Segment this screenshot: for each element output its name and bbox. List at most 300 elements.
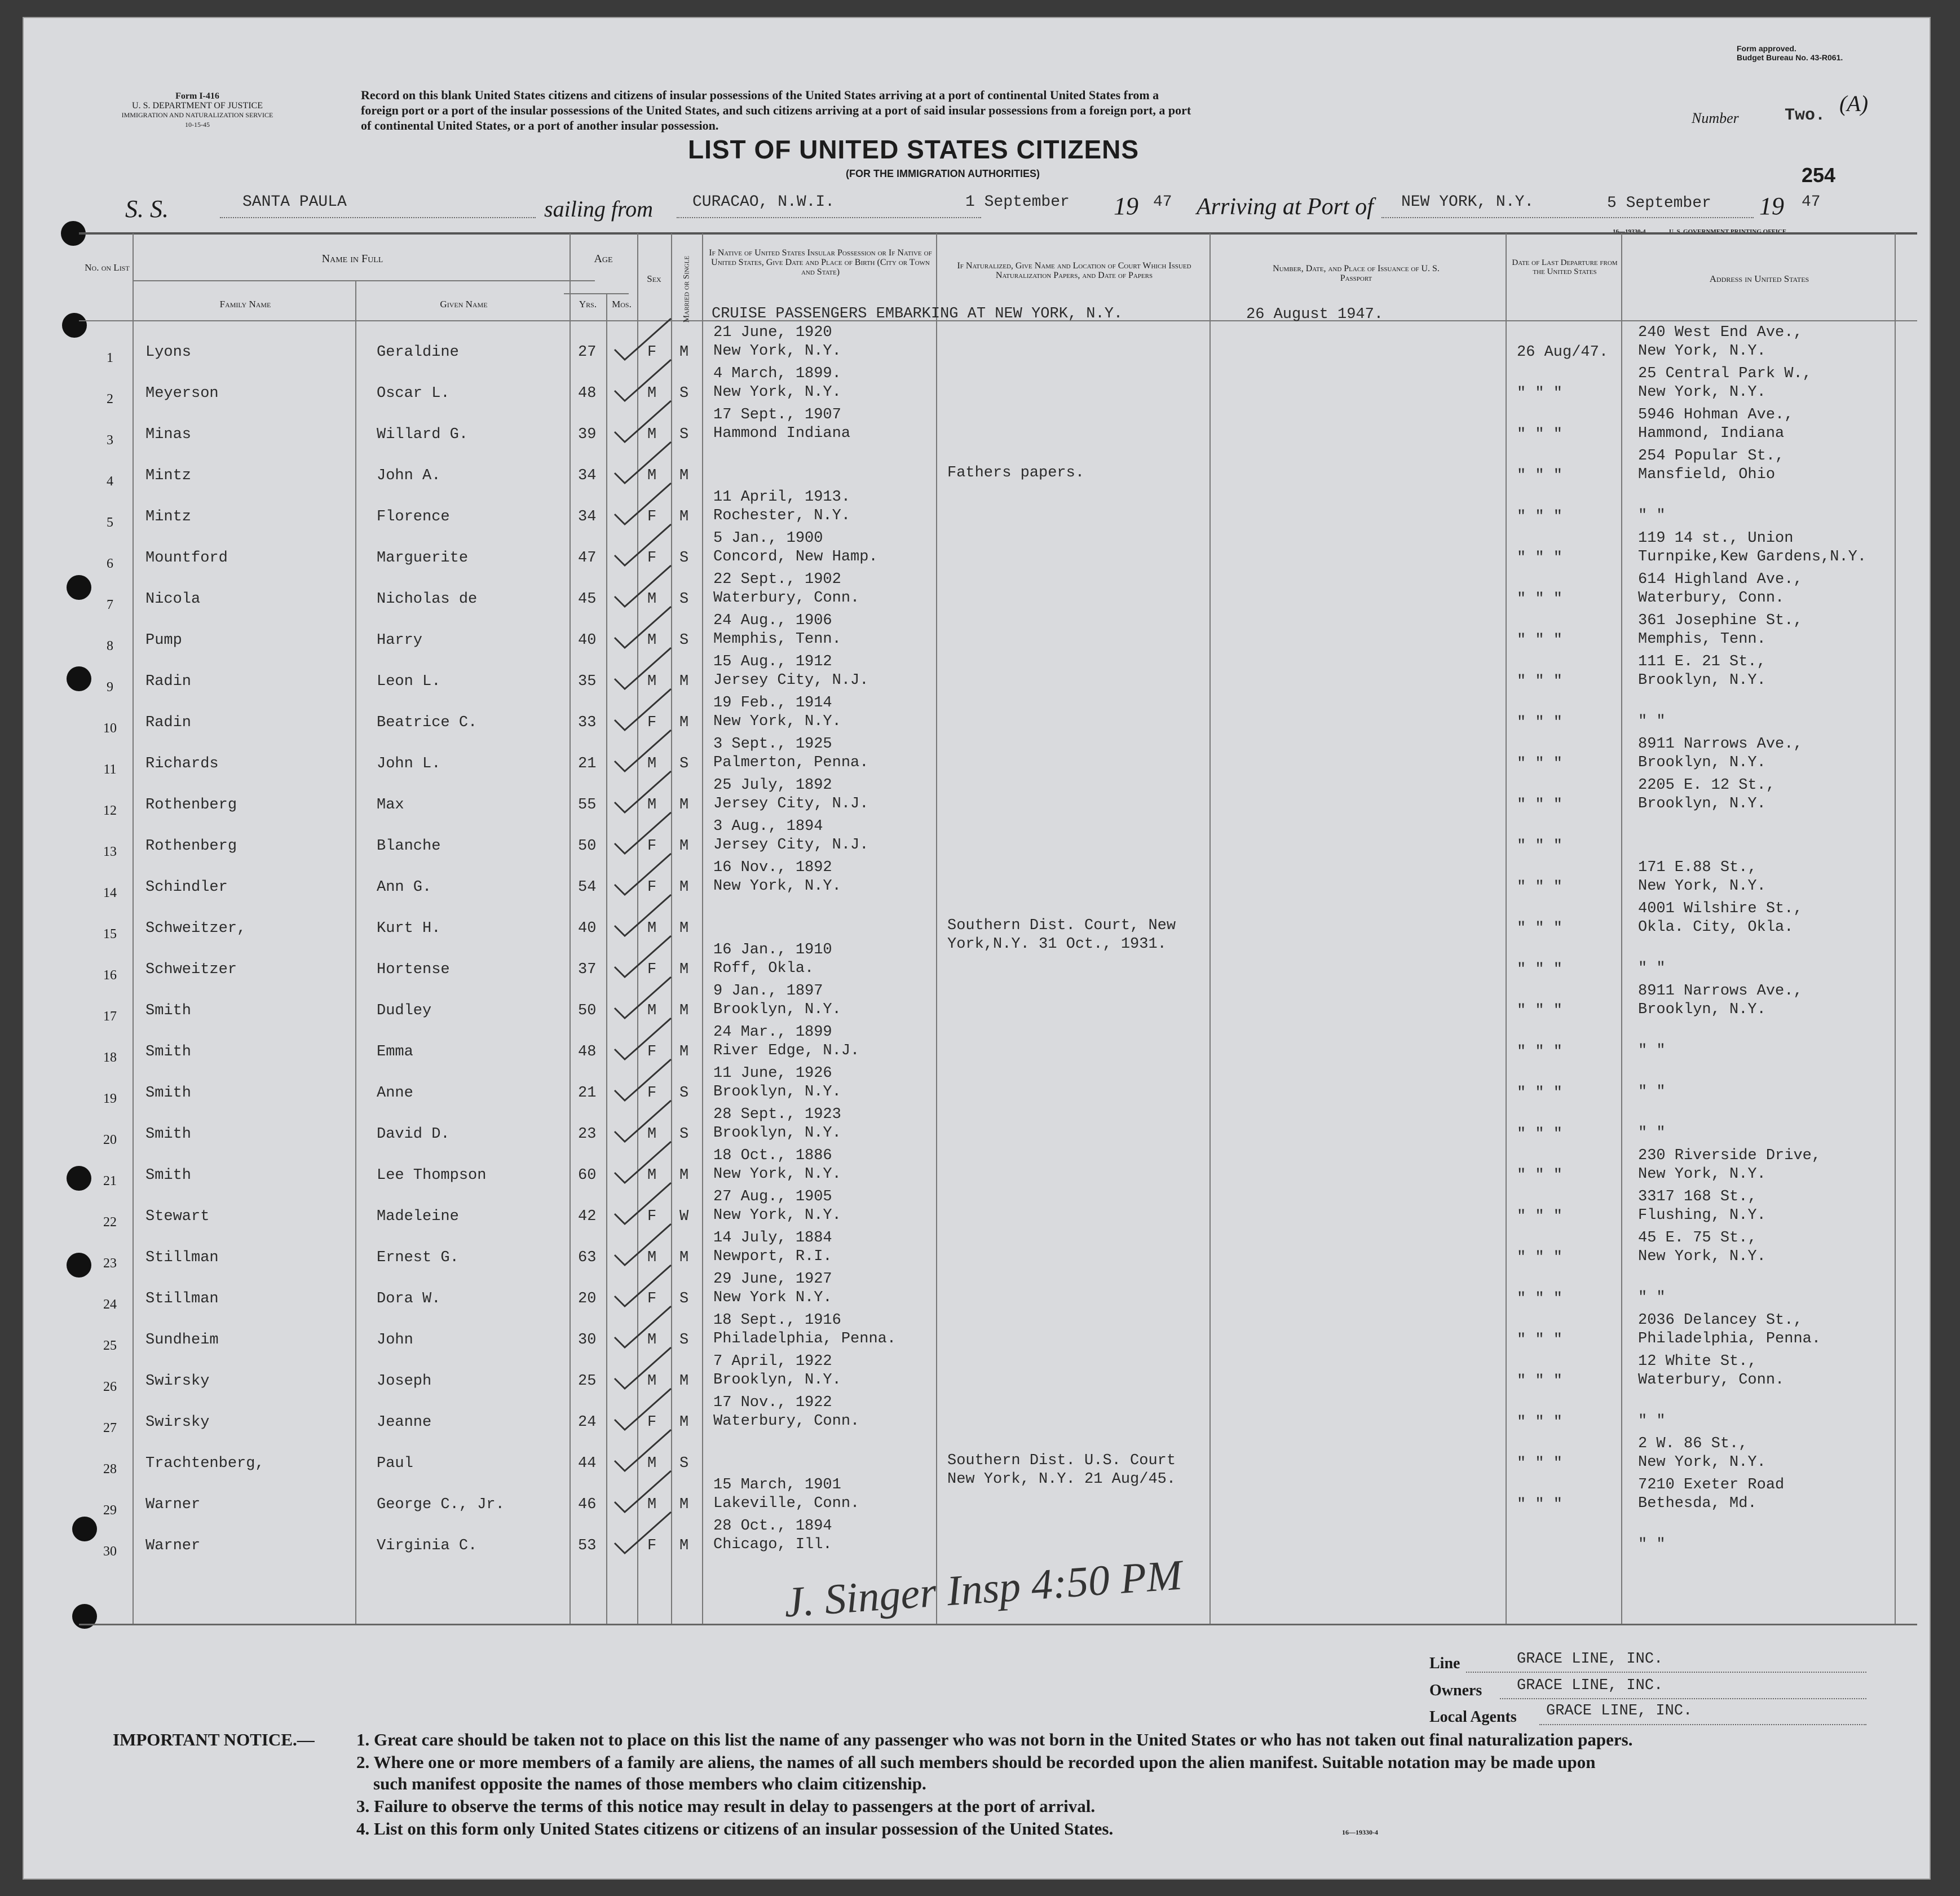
row-number: 30 (103, 1544, 117, 1559)
last-departure: " " " (1517, 1332, 1563, 1349)
birth-place: New York, N.Y. (713, 343, 841, 360)
check-mark (615, 1224, 671, 1265)
family-name: Smith (145, 1167, 192, 1184)
address-line: Brooklyn, N.Y. (1638, 1001, 1766, 1018)
last-departure: " " " (1517, 920, 1563, 937)
address-line: 45 E. 75 St., (1638, 1230, 1757, 1247)
last-departure: " " " (1517, 426, 1563, 443)
given-name: Marguerite (377, 550, 469, 567)
row-number: 10 (103, 721, 117, 736)
given-name: George C., Jr. (377, 1496, 505, 1513)
address-line: 2205 E. 12 St., (1638, 777, 1776, 794)
approval-line-1: Form approved. (1737, 44, 1796, 53)
last-departure: " " " (1517, 550, 1563, 567)
check-mark (615, 1059, 671, 1101)
sex: F (647, 1290, 657, 1307)
birth-date: 16 Nov., 1892 (713, 859, 832, 876)
page-number: 254 (1802, 163, 1836, 187)
check-mark (615, 607, 671, 648)
row-number: 27 (103, 1421, 117, 1435)
ship-name: SANTA PAULA (242, 193, 347, 211)
birth-date: 18 Sept., 1916 (713, 1312, 841, 1329)
check-mark (615, 524, 671, 565)
last-departure: " " " (1517, 879, 1563, 896)
marital-status: S (679, 1290, 689, 1307)
marital-status: S (679, 591, 689, 608)
family-name: Swirsky (145, 1414, 210, 1431)
address-line: Brooklyn, N.Y. (1638, 672, 1766, 689)
sex: M (647, 1249, 657, 1266)
col-no: No. on List (85, 262, 130, 273)
marital-status: M (679, 673, 689, 690)
marital-status: M (679, 1249, 689, 1266)
marital-status: M (679, 961, 689, 978)
last-departure: " " " (1517, 1249, 1563, 1266)
age-years: 40 (578, 632, 597, 649)
given-name: Paul (377, 1455, 413, 1472)
arrival-port: NEW YORK, N.Y. (1401, 193, 1534, 211)
marital-status: M (679, 1002, 689, 1019)
age-years: 54 (578, 879, 597, 896)
age-years: 40 (578, 920, 597, 937)
address-line: Turnpike,Kew Gardens,N.Y. (1638, 549, 1867, 565)
row-number: 2 (107, 392, 113, 406)
birth-date: 22 Sept., 1902 (713, 571, 841, 588)
family-name: Swirsky (145, 1373, 210, 1390)
sex: M (647, 673, 657, 690)
birth-date: 11 April, 1913. (713, 489, 851, 506)
last-departure: " " " (1517, 838, 1563, 855)
age-years: 42 (578, 1208, 597, 1225)
marital-status: S (679, 755, 689, 772)
approval-line-2: Budget Bureau No. 43-R061. (1737, 53, 1843, 62)
agents-label: Local Agents (1429, 1708, 1517, 1726)
address-line: 12 White St., (1638, 1353, 1757, 1370)
given-name: John A. (377, 467, 441, 484)
row-number: 4 (107, 474, 113, 489)
check-mark (615, 854, 671, 895)
sex: F (647, 838, 657, 855)
family-name: Stillman (145, 1290, 219, 1307)
department: U. S. DEPARTMENT OF JUSTICE (132, 101, 263, 111)
given-name: John (377, 1332, 413, 1349)
birth-place: Brooklyn, N.Y. (713, 1372, 841, 1389)
address-line: New York, N.Y. (1638, 343, 1766, 360)
agents-value: GRACE LINE, INC. (1546, 1703, 1693, 1720)
birth-place: New York, N.Y. (713, 1166, 841, 1183)
marital-status: M (679, 838, 689, 855)
marital-status: S (679, 632, 689, 649)
family-name: Radin (145, 714, 192, 731)
row-number: 25 (103, 1338, 117, 1353)
check-mark (615, 1471, 671, 1512)
marital-status: S (679, 1126, 689, 1143)
marital-status: S (679, 385, 689, 402)
sex: M (647, 1455, 657, 1472)
check-mark (615, 1183, 671, 1224)
sex: F (647, 1537, 657, 1554)
row-number: 29 (103, 1503, 117, 1518)
birth-place: Jersey City, N.J. (713, 672, 869, 689)
sex: F (647, 879, 657, 896)
arrival-date: 5 September (1607, 195, 1711, 212)
sex: F (647, 1208, 657, 1225)
address-line: 119 14 st., Union (1638, 530, 1794, 547)
check-mark (615, 1018, 671, 1059)
check-mark (615, 483, 671, 524)
row-number: 21 (103, 1174, 117, 1188)
address-line: 111 E. 21 St., (1638, 653, 1766, 670)
birth-place: Brooklyn, N.Y. (713, 1084, 841, 1101)
family-name: Richards (145, 755, 219, 772)
age-years: 35 (578, 673, 597, 690)
given-name: Oscar L. (377, 385, 450, 402)
family-name: Schweitzer (145, 961, 237, 978)
naturalization-line: Southern Dist. U.S. Court (947, 1452, 1176, 1469)
sex: F (647, 961, 657, 978)
birth-date: 28 Sept., 1923 (713, 1106, 841, 1123)
address-line: Waterbury, Conn. (1638, 590, 1785, 607)
marital-status: M (679, 1537, 689, 1554)
given-name: Kurt H. (377, 920, 441, 937)
check-mark (615, 1306, 671, 1347)
marital-status: M (679, 879, 689, 896)
marital-status: M (679, 344, 689, 361)
birth-place: Jersey City, N.J. (713, 795, 869, 812)
row-number: 15 (103, 927, 117, 942)
marital-status: S (679, 426, 689, 443)
birth-date: 19 Feb., 1914 (713, 695, 832, 711)
birth-place: New York, N.Y. (713, 713, 841, 730)
col-sex: Sex (647, 273, 661, 284)
given-name: Emma (377, 1044, 413, 1060)
age-years: 33 (578, 714, 597, 731)
family-name: Radin (145, 673, 192, 690)
address-line: " " (1638, 1084, 1666, 1101)
given-name: Joseph (377, 1373, 432, 1390)
last-departure: " " " (1517, 797, 1563, 814)
notice-heading: IMPORTANT NOTICE.— (113, 1730, 315, 1749)
given-name: John L. (377, 755, 441, 772)
birth-date: 3 Aug., 1894 (713, 818, 823, 835)
check-mark (615, 360, 671, 401)
cruise-date: 26 August 1947. (1246, 306, 1384, 323)
given-name: Madeleine (377, 1208, 459, 1225)
col-birth: If Native of United States Insular Possession or If Native of United States, Give Date and Place of Birth (City or Town and State) (709, 248, 932, 277)
form-number: Form I-416 (175, 91, 219, 101)
address-line: " " (1638, 713, 1666, 730)
notice-item: 1. Great care should be taken not to place on this list the name of any passenger who was not born in the United States or who has not taken out final naturalization papers. (356, 1730, 1633, 1749)
sex: F (647, 550, 657, 567)
birth-place: Waterbury, Conn. (713, 590, 860, 607)
marital-status: M (679, 1373, 689, 1390)
sex: M (647, 467, 657, 484)
col-yrs: Yrs. (579, 299, 597, 310)
birth-date: 11 June, 1926 (713, 1065, 832, 1082)
family-name: Mintz (145, 509, 192, 525)
check-mark (615, 1101, 671, 1142)
birth-place: New York N.Y. (713, 1289, 832, 1306)
row-number: 3 (107, 433, 113, 448)
check-mark (615, 319, 671, 360)
owners-label: Owners (1429, 1682, 1482, 1699)
address-line: Okla. City, Okla. (1638, 919, 1794, 936)
given-name: Florence (377, 509, 450, 525)
line-label: Line (1429, 1655, 1460, 1672)
notice-item: 2. Where one or more members of a family are aliens, the names of all such members should be recorded upon the alien manifest. Suitable notation may be made upon (356, 1752, 1596, 1772)
age-years: 25 (578, 1373, 597, 1390)
last-departure: " " " (1517, 1496, 1563, 1513)
check-mark (615, 977, 671, 1018)
birth-place: Memphis, Tenn. (713, 631, 841, 648)
family-name: Pump (145, 632, 182, 649)
age-years: 20 (578, 1290, 597, 1307)
sex: F (647, 344, 657, 361)
address-line: New York, N.Y. (1638, 384, 1766, 401)
row-number: 5 (107, 515, 113, 530)
row-number: 19 (103, 1091, 117, 1106)
age-years: 60 (578, 1167, 597, 1184)
address-line: Philadelphia, Penna. (1638, 1331, 1821, 1347)
row-number: 9 (107, 680, 113, 695)
row-number: 1 (107, 351, 113, 365)
check-mark (615, 812, 671, 854)
sex: M (647, 1332, 657, 1349)
last-departure: 26 Aug/47. (1517, 344, 1609, 361)
marital-status: M (679, 1414, 689, 1431)
age-years: 44 (578, 1455, 597, 1472)
birth-place: Brooklyn, N.Y. (713, 1125, 841, 1142)
notice-item: 3. Failure to observe the terms of this notice may result in delay to passengers at the port of arrival. (356, 1796, 1096, 1816)
service: IMMIGRATION AND NATURALIZATION SERVICE (121, 111, 273, 119)
col-address: Address in United States (1709, 273, 1809, 284)
marital-status: M (679, 1496, 689, 1513)
col-naturalized: If Naturalized, Give Name and Location of Court Which Issued Naturalization Papers, and Date of Papers (957, 261, 1191, 280)
given-name: Beatrice C. (377, 714, 478, 731)
row-number: 8 (107, 639, 113, 653)
address-line: Memphis, Tenn. (1638, 631, 1766, 648)
ss-label: S. S. (125, 195, 169, 223)
check-mark (615, 401, 671, 442)
row-number: 13 (103, 845, 117, 859)
age-years: 37 (578, 961, 597, 978)
address-line: Waterbury, Conn. (1638, 1372, 1785, 1389)
sex: F (647, 1044, 657, 1060)
family-name: Lyons (145, 344, 192, 361)
birth-place: New York, N.Y. (713, 878, 841, 895)
birth-place: Lakeville, Conn. (713, 1495, 860, 1512)
birth-place: Hammond Indiana (713, 425, 851, 442)
check-mark (615, 895, 671, 936)
row-number: 6 (107, 556, 113, 571)
birth-place: Concord, New Hamp. (713, 549, 878, 565)
marital-status: M (679, 509, 689, 525)
given-name: Leon L. (377, 673, 441, 690)
check-mark (615, 648, 671, 689)
row-number: 11 (103, 762, 117, 777)
marital-status: M (679, 714, 689, 731)
birth-place: Chicago, Ill. (713, 1536, 832, 1553)
sex: M (647, 385, 657, 402)
col-name-in-full: Name in Full (321, 253, 383, 265)
address-line: " " (1638, 1536, 1666, 1553)
family-name: Warner (145, 1537, 201, 1554)
marital-status: M (679, 1044, 689, 1060)
address-line: Brooklyn, N.Y. (1638, 795, 1766, 812)
address-line: Hammond, Indiana (1638, 425, 1785, 442)
printing-code: 16—19330-4 (1613, 228, 1646, 235)
address-line: New York, N.Y. (1638, 1248, 1766, 1265)
given-name: Dudley (377, 1002, 432, 1019)
sex: F (647, 714, 657, 731)
birth-date: 4 March, 1899. (713, 365, 841, 382)
birth-place: Brooklyn, N.Y. (713, 1001, 841, 1018)
check-mark (615, 1512, 671, 1553)
family-name: Nicola (145, 591, 201, 608)
age-years: 48 (578, 385, 597, 402)
row-number: 24 (103, 1297, 117, 1312)
marital-status: M (679, 1167, 689, 1184)
given-name: Anne (377, 1085, 413, 1102)
col-mos: Mos. (612, 299, 632, 310)
check-mark (615, 1389, 671, 1430)
address-line: 614 Highland Ave., (1638, 571, 1803, 588)
address-line: 2036 Delancey St., (1638, 1312, 1803, 1329)
marital-status: M (679, 920, 689, 937)
sex: M (647, 755, 657, 772)
address-line: 240 West End Ave., (1638, 324, 1803, 341)
instruction-line: of continental United States, or a port of another insular possession. (361, 118, 719, 132)
birth-place: Philadelphia, Penna. (713, 1331, 897, 1347)
address-line: " " (1638, 1413, 1666, 1430)
last-departure: " " " (1517, 714, 1563, 731)
row-number: 26 (103, 1380, 117, 1394)
arrival-year-prefix: 19 (1759, 192, 1784, 220)
notice-item: such manifest opposite the names of those members who claim citizenship. (373, 1774, 926, 1793)
check-mark (615, 1142, 671, 1183)
age-years: 24 (578, 1414, 597, 1431)
age-years: 30 (578, 1332, 597, 1349)
age-years: 21 (578, 1085, 597, 1102)
marital-status: S (679, 1085, 689, 1102)
birth-place: Jersey City, N.J. (713, 837, 869, 854)
address-line: 361 Josephine St., (1638, 612, 1803, 629)
age-years: 45 (578, 591, 597, 608)
arrival-year: 47 (1802, 193, 1821, 211)
given-name: David D. (377, 1126, 450, 1143)
family-name: Smith (145, 1085, 192, 1102)
birth-date: 21 June, 1920 (713, 324, 832, 341)
sex: M (647, 1167, 657, 1184)
marital-status: S (679, 1455, 689, 1472)
owners-value: GRACE LINE, INC. (1517, 1677, 1663, 1694)
birth-date: 3 Sept., 1925 (713, 736, 832, 753)
check-mark (615, 1347, 671, 1389)
last-departure: " " " (1517, 1044, 1563, 1060)
sex: F (647, 1085, 657, 1102)
sailing-label: sailing from (544, 196, 653, 222)
family-name: Smith (145, 1002, 192, 1019)
birth-date: 14 July, 1884 (713, 1230, 832, 1247)
age-years: 23 (578, 1126, 597, 1143)
birth-date: 24 Mar., 1899 (713, 1024, 832, 1041)
page-title: LIST OF UNITED STATES CITIZENS (688, 135, 1140, 164)
age-years: 46 (578, 1496, 597, 1513)
given-name: Nicholas de (377, 591, 478, 608)
address-line: " " (1638, 960, 1666, 977)
family-name: Warner (145, 1496, 201, 1513)
sex: F (647, 1414, 657, 1431)
arriving-label: Arriving at Port of (1197, 194, 1374, 220)
family-name: Smith (145, 1044, 192, 1060)
check-mark (615, 1430, 671, 1471)
address-line: 8911 Narrows Ave., (1638, 983, 1803, 1000)
birth-date: 16 Jan., 1910 (713, 942, 832, 958)
check-mark (615, 442, 671, 483)
age-years: 55 (578, 797, 597, 814)
last-departure: " " " (1517, 1208, 1563, 1225)
last-departure: " " " (1517, 591, 1563, 608)
birth-place: Waterbury, Conn. (713, 1413, 860, 1430)
sex: M (647, 632, 657, 649)
address-line: 171 E.88 St., (1638, 859, 1757, 876)
birth-date: 29 June, 1927 (713, 1271, 832, 1288)
address-line: 4001 Wilshire St., (1638, 900, 1803, 917)
address-line: 5946 Hohman Ave., (1638, 406, 1794, 423)
marital-status: S (679, 550, 689, 567)
last-departure: " " " (1517, 673, 1563, 690)
last-departure: " " " (1517, 1085, 1563, 1102)
instruction-line: foreign port or a port of the insular possessions of the United States, and such citizens arriving at a port of said insular possessions from a foreign port, a port (361, 103, 1191, 117)
notice-item: 4. List on this form only United States citizens or citizens of an insular possession of the United States. (356, 1819, 1114, 1838)
family-name: Sundheim (145, 1332, 219, 1349)
number-label: Number (1692, 110, 1739, 126)
row-number: 22 (103, 1215, 117, 1230)
address-line: " " (1638, 1042, 1666, 1059)
birth-date: 15 Aug., 1912 (713, 653, 832, 670)
number-annotation: (A) (1839, 91, 1869, 116)
marital-status: W (679, 1208, 689, 1225)
birth-date: 5 Jan., 1900 (713, 530, 823, 547)
birth-place: Rochester, N.Y. (713, 507, 851, 524)
family-name: Smith (145, 1126, 192, 1143)
address-line: 7210 Exeter Road (1638, 1477, 1785, 1493)
sex: M (647, 797, 657, 814)
birth-date: 27 Aug., 1905 (713, 1188, 832, 1205)
sex: M (647, 426, 657, 443)
row-number: 28 (103, 1462, 117, 1477)
sex: M (647, 920, 657, 937)
naturalization-line: York,N.Y. 31 Oct., 1931. (947, 936, 1167, 953)
col-given: Given Name (440, 299, 488, 310)
depart-date: 1 September (965, 193, 1070, 211)
footer-code: 16—19330-4 (1342, 1828, 1378, 1836)
col-passport: Number, Date, and Place of Issuance of U. S. Passport (1273, 264, 1440, 283)
last-departure: " " " (1517, 1290, 1563, 1307)
family-name: Stillman (145, 1249, 219, 1266)
sex: M (647, 1373, 657, 1390)
given-name: Hortense (377, 961, 450, 978)
col-departure: Date of Last Departure from the United States (1512, 258, 1618, 276)
last-departure: " " " (1517, 632, 1563, 649)
last-departure: " " " (1517, 961, 1563, 978)
given-name: Dora W. (377, 1290, 441, 1307)
last-departure: " " " (1517, 385, 1563, 402)
birth-date: 28 Oct., 1894 (713, 1518, 832, 1535)
birth-date: 17 Sept., 1907 (713, 406, 841, 423)
given-name: Willard G. (377, 426, 469, 443)
row-number: 7 (107, 598, 113, 612)
